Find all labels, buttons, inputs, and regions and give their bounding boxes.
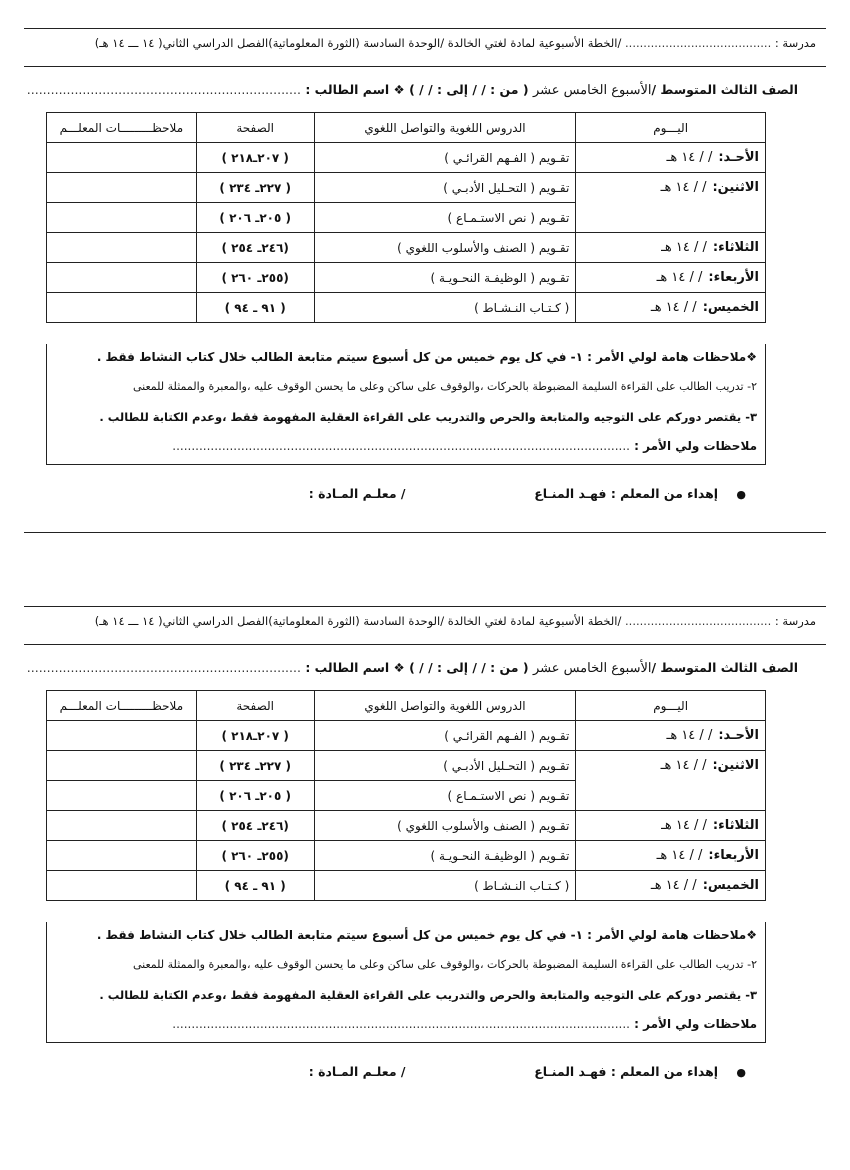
table-row [47, 871, 766, 901]
day-cell [576, 751, 766, 781]
frame-top-line [24, 606, 826, 607]
lesson-cell: تقـويم ( التحـليل الأدبـي ) [314, 173, 576, 203]
note-line-2: ٢- تدريب الطالب على القراءة السليمة المضبوطة بالحركات ،والوقوف على ساكن وعلى ما يحسن الوقوف عليه ،والمعبرة والممثلة للمعنى [133, 380, 757, 393]
school-fill: ........................................ [625, 36, 772, 50]
header-day: اليـــوم [576, 113, 766, 143]
day-cell [576, 811, 766, 841]
teacher-notes-cell[interactable] [47, 811, 197, 841]
lesson-cell: ( كـتـاب النـشـاط ) [314, 293, 576, 323]
page-cell: ( ٢٠٧ـ٢١٨ ) [196, 721, 314, 751]
teacher-notes-cell[interactable] [47, 781, 197, 811]
page-cell: ( ٩١ ـ ٩٤ ) [196, 871, 314, 901]
gift-text: إهداء من المعلم : فهـد المنـاع [534, 486, 719, 501]
teacher-notes-cell[interactable] [47, 871, 197, 901]
page-cell: (٢٤٦ـ ٢٥٤ ) [196, 811, 314, 841]
day-cell [576, 143, 766, 173]
day-date: / / ١٤ هـ [661, 818, 707, 833]
header-page: الصفحة [196, 113, 314, 143]
plan-title: /الخطة الأسبوعية لمادة لغتي الخالدة /الوحدة السادسة (الثورة المعلوماتية)الفصل الدراسي الثاني( ١٤ ـــ ١٤ هـ) [94, 36, 622, 50]
parent-notes-box [46, 922, 766, 1043]
day-cell [576, 721, 766, 751]
week-label: الأسبوع الخامس عشر [532, 83, 652, 98]
day-cell [576, 173, 766, 203]
header-page: الصفحة [196, 691, 314, 721]
teacher-notes-cell[interactable] [47, 233, 197, 263]
page-cell: ( ٢٠٧ـ٢١٨ ) [196, 143, 314, 173]
day-date: / / ١٤ هـ [656, 848, 703, 863]
day-cell [576, 233, 766, 263]
student-line [28, 660, 798, 682]
table-row [47, 751, 766, 781]
page-cell: ( ٢٠٥ـ ٢٠٦ ) [196, 203, 314, 233]
table-row [47, 233, 766, 263]
table-row [47, 263, 766, 293]
day-date: / / ١٤ هـ [666, 150, 713, 165]
header-lessons: الدروس اللغوية والتواصل اللغوي [314, 691, 576, 721]
header-line [28, 614, 816, 638]
day-date: / / ١٤ هـ [650, 878, 697, 893]
table-row [47, 293, 766, 323]
diamond-bullet-icon: ❖ [393, 82, 405, 97]
bullet-icon: ● [736, 1066, 746, 1079]
school-label: مدرسة : [774, 614, 816, 628]
teacher-notes-cell[interactable] [47, 721, 197, 751]
teacher-notes-cell[interactable] [47, 841, 197, 871]
grade-label: الصف الثالث المتوسط / [651, 82, 798, 97]
day-name: الاثنين: [712, 758, 759, 774]
page-cell: ( ٢٠٥ـ ٢٠٦ ) [196, 781, 314, 811]
day-name: الاثنين: [712, 180, 759, 196]
bullet-icon: ● [736, 488, 746, 501]
school-fill: ........................................ [625, 614, 772, 628]
date-range: ( من : / / إلى : / / ) [409, 660, 529, 675]
student-line [28, 82, 798, 104]
teacher-notes-cell[interactable] [47, 203, 197, 233]
weekly-plan-table [46, 112, 766, 323]
day-date: / / ١٤ هـ [666, 728, 713, 743]
day-name: الثلاثاء: [712, 240, 759, 255]
page-cell: ( ٩١ ـ ٩٤ ) [196, 293, 314, 323]
day-date: / / ١٤ هـ [661, 240, 707, 255]
gift-text: إهداء من المعلم : فهـد المنـاع [534, 1064, 719, 1079]
header-separator [24, 644, 826, 645]
parent-notes-field[interactable]: ........................................................................................................................ [172, 1017, 630, 1031]
day-name: الأربعاء: [708, 270, 759, 285]
day-date: / / ١٤ هـ [650, 300, 697, 315]
table-row [47, 781, 766, 811]
parent-notes-box [46, 344, 766, 465]
note-line-2: ٢- تدريب الطالب على القراءة السليمة المضبوطة بالحركات ،والوقوف على ساكن وعلى ما يحسن الوقوف عليه ،والمعبرة والممثلة للمعنى [133, 958, 757, 971]
plan-sheet-1 [0, 0, 850, 560]
plan-title: /الخطة الأسبوعية لمادة لغتي الخالدة /الوحدة السادسة (الثورة المعلوماتية)الفصل الدراسي الثاني( ١٤ ـــ ١٤ هـ) [94, 614, 622, 628]
parent-notes-line [172, 439, 757, 453]
day-cell [576, 203, 766, 233]
day-name: الخميس: [702, 300, 759, 315]
lesson-cell: تقـويم ( نص الاستـمـاع ) [314, 781, 576, 811]
table-row [47, 841, 766, 871]
day-name: الخميس: [702, 878, 759, 893]
day-date: / / ١٤ هـ [660, 180, 707, 196]
lesson-cell: تقـويم ( الفـهم القرائـي ) [314, 721, 576, 751]
lesson-cell: تقـويم ( الوظيفـة النحـويـة ) [314, 263, 576, 293]
plan-sheet-2 [0, 578, 850, 1138]
lesson-cell: تقـويم ( الفـهم القرائـي ) [314, 143, 576, 173]
parent-notes-field[interactable]: ........................................................................................................................ [172, 439, 630, 453]
day-date: / / ١٤ هـ [656, 270, 703, 285]
lesson-cell: تقـويم ( الصنف والأسلوب اللغوي ) [314, 233, 576, 263]
table-header-row [47, 691, 766, 721]
day-cell [576, 293, 766, 323]
weekly-plan-table [46, 690, 766, 901]
footer-line [60, 1064, 746, 1084]
header-day: اليـــوم [576, 691, 766, 721]
table-row [47, 721, 766, 751]
page-cell: (٢٥٥ـ ٢٦٠ ) [196, 841, 314, 871]
school-label: مدرسة : [774, 36, 816, 50]
header-lessons: الدروس اللغوية والتواصل اللغوي [314, 113, 576, 143]
diamond-bullet-icon: ❖ [393, 660, 405, 675]
page-cell: (٢٥٥ـ ٢٦٠ ) [196, 263, 314, 293]
day-cell [576, 871, 766, 901]
frame-bottom-line [24, 532, 826, 533]
parent-notes-label: ملاحظات ولي الأمر : [634, 439, 757, 453]
lesson-cell: تقـويم ( الوظيفـة النحـويـة ) [314, 841, 576, 871]
page-cell: ( ٢٢٧ـ ٢٣٤ ) [196, 173, 314, 203]
day-name: الأربعاء: [708, 848, 759, 863]
note-line-3: ٣- يقتصر دوركم على التوجيه والمتابعة والحرص والتدريب على القراءة العقلية المفهومة فقط ،وعدم الكتابة للطالب . [99, 988, 757, 1002]
teacher-notes-cell[interactable] [47, 173, 197, 203]
day-cell [576, 781, 766, 811]
lesson-cell: تقـويم ( الصنف والأسلوب اللغوي ) [314, 811, 576, 841]
student-name-field[interactable]: ..................................................................... [26, 660, 301, 675]
table-header-row [47, 113, 766, 143]
day-name: الأحـد: [718, 728, 759, 743]
header-notes: ملاحظـــــــــات المعلـــم [47, 691, 197, 721]
subject-teacher-label: / معلـم المـادة : [308, 486, 406, 501]
day-name: الثلاثاء: [712, 818, 759, 833]
note-line-1: ❖ملاحظات هامة لولي الأمر : ١- في كل يوم خميس من كل أسبوع سيتم متابعة الطالب خلال كتاب النشاط فقط . [96, 928, 757, 942]
date-range: ( من : / / إلى : / / ) [409, 82, 529, 97]
week-label: الأسبوع الخامس عشر [532, 661, 652, 676]
lesson-cell: ( كـتـاب النـشـاط ) [314, 871, 576, 901]
day-cell [576, 263, 766, 293]
grade-label: الصف الثالث المتوسط / [651, 660, 798, 675]
lesson-cell: تقـويم ( التحـليل الأدبـي ) [314, 751, 576, 781]
parent-notes-label: ملاحظات ولي الأمر : [634, 1017, 757, 1031]
table-row [47, 173, 766, 203]
day-name: الأحـد: [718, 150, 759, 165]
header-notes: ملاحظـــــــــات المعلـــم [47, 113, 197, 143]
table-row [47, 203, 766, 233]
teacher-notes-cell[interactable] [47, 293, 197, 323]
teacher-notes-cell[interactable] [47, 143, 197, 173]
table-row [47, 811, 766, 841]
header-separator [24, 66, 826, 67]
note-line-1: ❖ملاحظات هامة لولي الأمر : ١- في كل يوم خميس من كل أسبوع سيتم متابعة الطالب خلال كتاب النشاط فقط . [96, 350, 757, 364]
day-cell [576, 841, 766, 871]
lesson-cell: تقـويم ( نص الاستـمـاع ) [314, 203, 576, 233]
page-cell: (٢٤٦ـ ٢٥٤ ) [196, 233, 314, 263]
teacher-notes-cell[interactable] [47, 263, 197, 293]
day-date: / / ١٤ هـ [660, 758, 707, 774]
frame-top-line [24, 28, 826, 29]
student-name-label: اسم الطالب : [305, 82, 390, 97]
note-line-3: ٣- يقتصر دوركم على التوجيه والمتابعة والحرص والتدريب على القراءة العقلية المفهومة فقط ،وعدم الكتابة للطالب . [99, 410, 757, 424]
student-name-label: اسم الطالب : [305, 660, 390, 675]
page-cell: ( ٢٢٧ـ ٢٣٤ ) [196, 751, 314, 781]
subject-teacher-label: / معلـم المـادة : [308, 1064, 406, 1079]
parent-notes-line [172, 1017, 757, 1031]
header-line [28, 36, 816, 60]
student-name-field[interactable]: ..................................................................... [26, 82, 301, 97]
footer-line [60, 486, 746, 506]
table-row [47, 143, 766, 173]
teacher-notes-cell[interactable] [47, 751, 197, 781]
